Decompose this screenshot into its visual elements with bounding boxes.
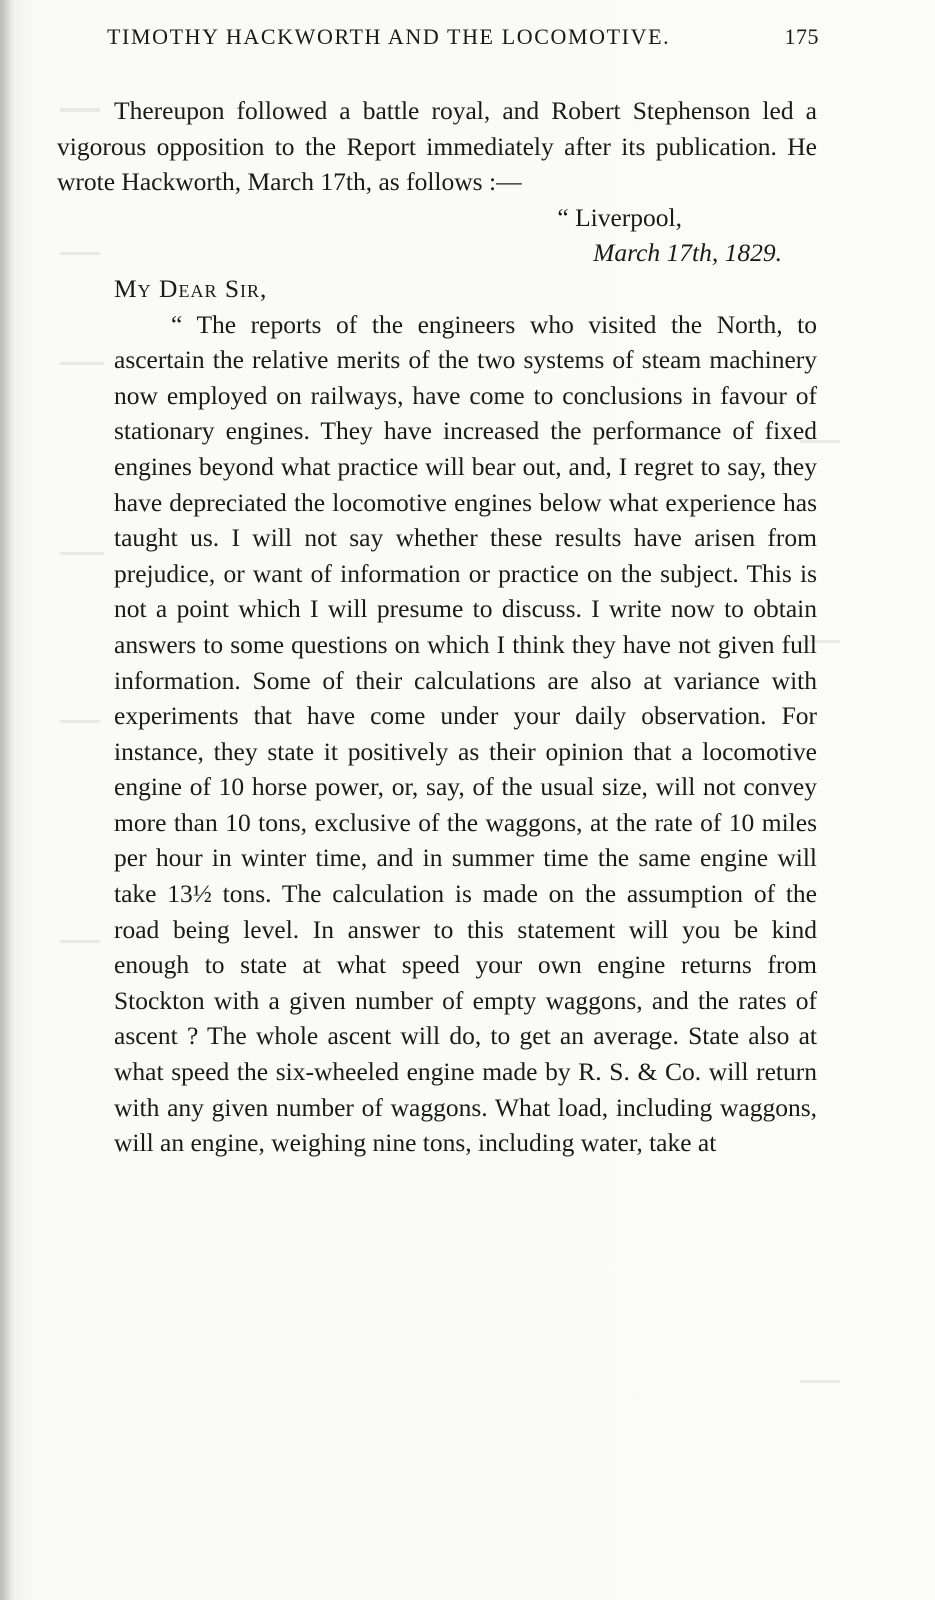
running-head-title: TIMOTHY HACKWORTH AND THE LOCOMOTIVE. [107,24,671,49]
letter-place: “ Liverpool, [557,202,682,232]
letter-salutation: My Dear Sir, [114,273,268,303]
letter-body: “ The reports of the engineers who visited the North, to ascertain the relative merits of the two systems of steam machinery now employed on railways, have come to conclusions in favour of stationary engines. They have increased the performance of fixed engines beyond what practice will bear out, and, I regret to say, they have depreciated the locomotive engines below what experience has taught us. I will not say whether these results have arisen from prejudice, or want of information or practice on the subject. This is not a point which I will presume to discuss. I write now to obtain answers to some questions on which I think they have not given full information. Some of their calculations are also at variance with experiments that have come under your daily observation. For instance, they state it positively as their opinion that a locomotive engine of 10 horse power, or, say, of the usual size, will not convey more than 10 tons, exclusive of the waggons, at the rate of 10 miles per hour in winter time, and in summer time the same engine will take 13½ tons. The calculation is made on the assumption of the road being level. In answer to this statement will you be kind enough to state at what speed your own engine returns from Stockton with a given number of empty waggons, and the rates of ascent ? The whole ascent will do, to get an average. State also at what speed the six-wheeled engine made by R. S. & Co. will return with any given number of waggons. What load, including waggons, will an engine, weighing nine tons, including water, take at [114,309,817,1158]
letter-date: March 17th, 1829. [593,238,782,268]
opening-paragraph: Thereupon followed a battle royal, and Robert Stephenson led a vigorous opposition to the Report immediately after its publication. He wrote Hackworth, March 17th, as follows :— [57,96,817,197]
page-text [57,93,817,1161]
page-number: 175 [784,24,819,49]
running-head [107,24,819,50]
binding-gutter-shadow [0,0,14,1600]
